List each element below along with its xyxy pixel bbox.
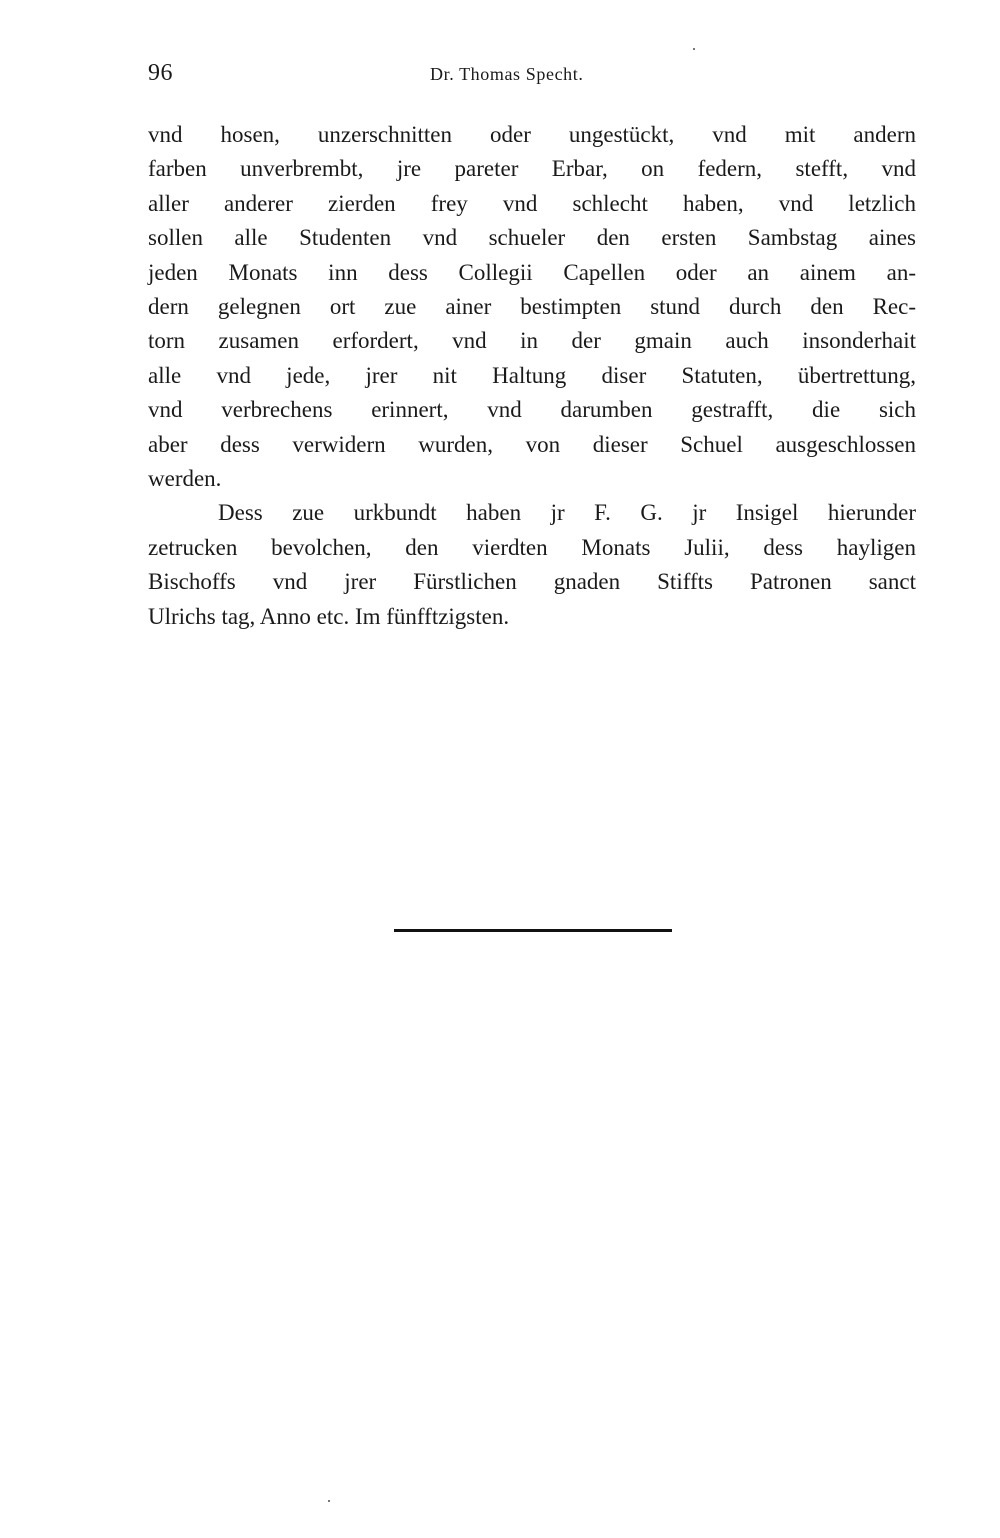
text-line: vnd hosen, unzerschnitten oder ungestückt, vnd mit andern (148, 122, 916, 147)
page-header (148, 58, 916, 88)
text-line: farben unverbrembt, jre pareter Erbar, on federn, stefft, vnd (148, 156, 916, 182)
text-line: zetrucken bevolchen, den vierdten Monats Julii, dess hayligen (148, 534, 916, 560)
page-number: 96 (148, 60, 173, 86)
paper-speck (328, 1500, 330, 1502)
text-line: aller anderer zierden frey vnd schlecht haben, vnd letzlich (148, 190, 916, 216)
text-line: Dess zue urkbundt haben jr F. G. jr Insigel hierunder (218, 500, 916, 526)
paragraph-1 (148, 118, 916, 496)
text-line: sollen alle Studenten vnd schueler den ersten Sambstag aines (148, 225, 916, 251)
text-line: dern gelegnen ort zue ainer bestimpten stund durch den Rec- (148, 294, 916, 320)
text-line: aber dess verwidern wurden, von dieser Schuel ausgeschlossen (148, 431, 916, 457)
body-text (148, 118, 916, 634)
text-line: vnd verbrechens erinnert, vnd darumben gestrafft, die sich (148, 397, 916, 423)
paragraph-2 (148, 496, 916, 634)
text-line: werden. (148, 466, 222, 492)
text-line: torn zusamen erfordert, vnd in der gmain auch insonderhait (148, 328, 916, 354)
text-line: jeden Monats inn dess Collegii Capellen oder an ainem an- (148, 259, 916, 285)
section-end-rule (394, 929, 672, 932)
paper-speck (693, 48, 695, 50)
running-head: Dr. Thomas Specht. (430, 64, 584, 84)
text-line: Ulrichs tag, Anno etc. Im fünfftzigsten. (148, 603, 510, 629)
text-line: Bischoffs vnd jrer Fürstlichen gnaden Stiffts Patronen sanct (148, 569, 916, 595)
text-line: alle vnd jede, jrer nit Haltung diser Statuten, übertrettung, (148, 362, 916, 388)
